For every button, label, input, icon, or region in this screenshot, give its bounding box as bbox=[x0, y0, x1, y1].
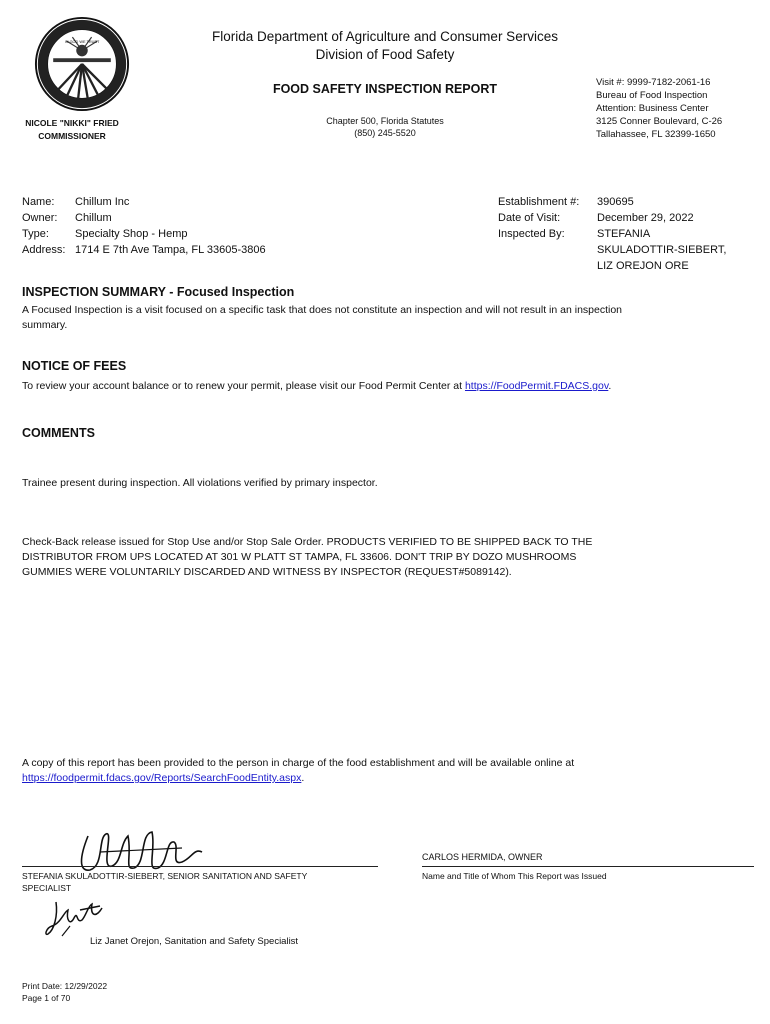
comment-line-1: Check-Back release issued for Stop Use and/or Stop Sale Order. PRODUCTS VERIFIED TO BE SHIPPED BACK TO THE bbox=[22, 536, 593, 548]
comment-trainee: Trainee present during inspection. All violations verified by primary inspector. bbox=[22, 477, 378, 489]
inspector-names bbox=[597, 226, 767, 274]
visit-address-block bbox=[596, 76, 766, 141]
agency-line-2: Division of Food Safety bbox=[315, 47, 455, 62]
print-date: Print Date: 12/29/2022 bbox=[22, 981, 108, 991]
establishment-name: Chillum Inc bbox=[75, 196, 130, 208]
inspector-signature-line bbox=[22, 866, 378, 867]
chapter-text: Chapter 500, Florida Statutes bbox=[326, 116, 444, 126]
street-address: 3125 Conner Boulevard, C-26 bbox=[596, 116, 723, 127]
comments-section bbox=[22, 426, 752, 440]
summary-line-1: A Focused Inspection is a visit focused on a specific task that does not constitute an inspection and will not result in an inspection bbox=[22, 304, 623, 316]
comment-line-3: GUMMIES WERE VOLUNTARILY DISCARDED AND WITNESS BY INSPECTOR (REQUEST#5089142). bbox=[22, 566, 512, 578]
attention-line: Attention: Business Center bbox=[596, 103, 709, 114]
type-label: Type: bbox=[22, 228, 49, 240]
visit-number: Visit #: 9999-7182-2061-16 bbox=[596, 77, 711, 88]
copy-notice-text: A copy of this report has been provided to the person in charge of the food establishment and will be available online at bbox=[22, 757, 575, 769]
search-food-entity-link[interactable]: https://foodpermit.fdacs.gov/Reports/SearchFoodEntity.aspx bbox=[22, 772, 302, 784]
fees-period: . bbox=[608, 380, 612, 392]
inspector-line-3: LIZ OREJON ORE bbox=[597, 260, 689, 272]
owner-label: Owner: bbox=[22, 212, 58, 224]
establishment-number: 390695 bbox=[597, 196, 634, 208]
agency-line-1: Florida Department of Agriculture and Consumer Services bbox=[212, 29, 558, 44]
inspection-summary-section bbox=[22, 285, 752, 333]
summary-line-2: summary. bbox=[22, 319, 68, 331]
owner-value: Chillum bbox=[75, 212, 112, 224]
page-footer bbox=[22, 980, 107, 1004]
address-value: 1714 E 7th Ave Tampa, FL 33605-3806 bbox=[75, 244, 266, 256]
owner-signature-line bbox=[422, 866, 754, 867]
seal-motto: IN GOD WE TRUST bbox=[64, 39, 100, 44]
comment-line-2: DISTRIBUTOR FROM UPS LOCATED AT 301 W PLATT ST TAMPA, FL 33606. DON'T TRIP BY DOZO MUSHROOMS bbox=[22, 551, 577, 563]
owner-signature-caption: Name and Title of Whom This Report was Issued bbox=[422, 871, 607, 881]
second-inspector-name: Liz Janet Orejon, Sanitation and Safety Specialist bbox=[90, 936, 299, 947]
statute-info bbox=[190, 115, 580, 139]
fees-text: To review your account balance or to renew your permit, please visit our Food Permit Center at bbox=[22, 380, 463, 392]
inspection-summary-text bbox=[22, 303, 752, 333]
city-address: Tallahassee, FL 32399-1650 bbox=[596, 129, 716, 140]
inspector-signature-line-1: STEFANIA SKULADOTTIR-SIEBERT, SENIOR SANITATION AND SAFETY bbox=[22, 871, 308, 881]
copy-notice-period: . bbox=[301, 772, 305, 784]
commissioner-title: COMMISSIONER bbox=[38, 131, 106, 141]
notice-of-fees-section bbox=[22, 359, 752, 394]
commissioner-name: NICOLE "NIKKI" FRIED bbox=[25, 118, 119, 128]
notice-of-fees-heading: NOTICE OF FEES bbox=[22, 359, 127, 373]
department-seal-logo bbox=[34, 16, 130, 112]
food-permit-center-link[interactable]: https://FoodPermit.FDACS.gov bbox=[464, 380, 609, 392]
second-inspector-signature bbox=[40, 896, 110, 940]
establishment-info bbox=[22, 194, 266, 258]
visit-info bbox=[498, 194, 767, 274]
inspector-line-1: STEFANIA bbox=[597, 228, 651, 240]
inspector-signature-caption bbox=[22, 870, 378, 894]
phone-text: (850) 245-5520 bbox=[354, 128, 416, 138]
inspector-signature-line-2: SPECIALIST bbox=[22, 883, 72, 893]
inspector-signature bbox=[70, 826, 210, 876]
visit-date: December 29, 2022 bbox=[597, 212, 694, 224]
type-value: Specialty Shop - Hemp bbox=[75, 228, 188, 240]
inspector-line-2: SKULADOTTIR-SIEBERT, bbox=[597, 244, 727, 256]
bureau-name: Bureau of Food Inspection bbox=[596, 90, 708, 101]
agency-name bbox=[190, 28, 580, 64]
establishment-number-label: Establishment #: bbox=[498, 196, 580, 208]
report-title: FOOD SAFETY INSPECTION REPORT bbox=[272, 82, 498, 96]
report-copy-notice bbox=[22, 756, 752, 786]
comment-check-back bbox=[22, 535, 752, 580]
commissioner-block bbox=[20, 117, 124, 143]
comments-heading: COMMENTS bbox=[22, 426, 95, 440]
date-label: Date of Visit: bbox=[498, 212, 561, 224]
inspection-summary-heading: INSPECTION SUMMARY - Focused Inspection bbox=[22, 285, 295, 299]
owner-name: CARLOS HERMIDA, OWNER bbox=[422, 852, 543, 862]
name-label: Name: bbox=[22, 196, 55, 208]
inspected-by-label: Inspected By: bbox=[498, 228, 565, 240]
page-number: Page 1 of 70 bbox=[22, 993, 71, 1003]
notice-of-fees-text bbox=[22, 379, 752, 394]
address-label: Address: bbox=[22, 244, 66, 256]
